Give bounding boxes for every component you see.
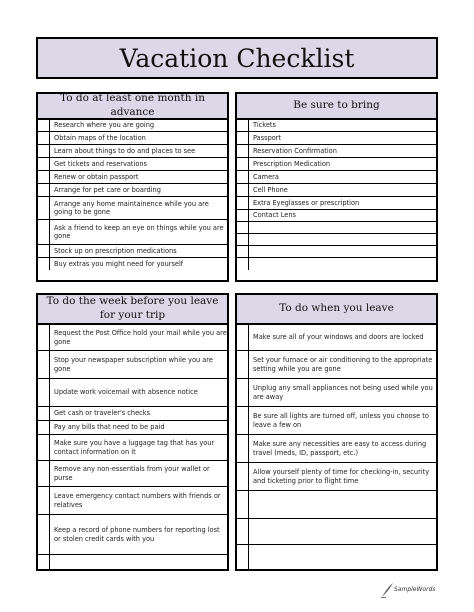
checkbox[interactable]	[237, 545, 249, 571]
checklist-item	[237, 145, 436, 158]
checkbox[interactable]	[38, 258, 50, 270]
item-label: Get cash or traveler's checks	[54, 409, 151, 418]
checkbox[interactable]	[237, 246, 249, 257]
checklist-item	[38, 197, 227, 220]
checklist-item	[237, 407, 436, 435]
checkbox[interactable]	[38, 325, 50, 350]
checkbox[interactable]	[38, 120, 50, 131]
checklist-item	[38, 461, 227, 487]
checkbox[interactable]	[237, 519, 249, 544]
item-label: Pay any bills that need to be paid	[54, 423, 165, 432]
section-heading: Be sure to bring	[237, 94, 436, 120]
quill-icon	[380, 582, 394, 598]
checklist	[38, 325, 227, 569]
item-label: Extra Eyeglasses or prescription	[253, 198, 360, 207]
checkbox[interactable]	[38, 245, 50, 257]
item-label: Camera	[253, 172, 279, 181]
samplewords-logo	[380, 582, 440, 598]
item-label: Remove any non-essentials from your wallet or purse	[54, 465, 210, 482]
checkbox[interactable]	[38, 158, 50, 170]
checkbox[interactable]	[38, 132, 50, 144]
item-label: Reservation Confirmation	[253, 146, 337, 155]
item-label: Set your furnace or air conditioning to the appropriate setting while you are gone	[253, 356, 433, 373]
checkbox[interactable]	[38, 379, 50, 406]
checklist-item	[38, 171, 227, 184]
checkbox[interactable]	[237, 171, 249, 183]
checklist-item	[237, 158, 436, 171]
item-label: Request the Post Office hold your mail while you are gone	[54, 329, 227, 346]
checklist-item	[237, 258, 436, 270]
checklist-item	[237, 132, 436, 145]
item-label: Learn about things to do and places to see	[54, 146, 196, 155]
item-label: Prescription Medication	[253, 159, 331, 168]
checklist-item	[237, 325, 436, 351]
checklist-item	[38, 487, 227, 515]
item-label: Allow yourself plenty of time for checking-in, security and ticketing prior to flight time	[253, 468, 430, 485]
item-label: Get tickets and reservations	[54, 159, 147, 168]
checklist-item	[38, 555, 227, 571]
item-label: Leave emergency contact numbers with friends or relatives	[54, 492, 221, 509]
checkbox[interactable]	[38, 435, 50, 460]
checkbox[interactable]	[237, 184, 249, 196]
item-label: Renew or obtain passport	[54, 172, 139, 181]
checklist-item	[237, 463, 436, 491]
checkbox[interactable]	[237, 145, 249, 157]
checkbox[interactable]	[38, 145, 50, 157]
checkbox[interactable]	[237, 407, 249, 434]
checklist-item	[38, 351, 227, 379]
item-label: Contact Lens	[253, 211, 296, 220]
checkbox[interactable]	[38, 171, 50, 183]
checklist-item	[237, 435, 436, 463]
item-label: Update work voicemail with absence notice	[54, 388, 198, 397]
checkbox[interactable]	[38, 461, 50, 486]
item-label: Arrange any home maintainence while you are going to be gone	[54, 199, 209, 216]
checkbox[interactable]	[38, 220, 50, 244]
section-heading: To do when you leave	[237, 295, 436, 325]
checkbox[interactable]	[38, 555, 50, 571]
item-label: Unplug any small appliances not being used while you are away	[253, 384, 433, 401]
checkbox[interactable]	[237, 379, 249, 406]
checklist-item	[38, 132, 227, 145]
checkbox[interactable]	[38, 197, 50, 219]
checklist-item	[237, 171, 436, 184]
checkbox[interactable]	[237, 210, 249, 221]
checklist-item	[237, 234, 436, 246]
checklist-item	[237, 379, 436, 407]
checkbox[interactable]	[237, 258, 249, 270]
logo-text: SampleWords	[394, 586, 436, 593]
checkbox[interactable]	[237, 197, 249, 209]
checkbox[interactable]	[38, 515, 50, 554]
section-week-before	[36, 293, 229, 571]
item-label: Stock up on prescription medications	[54, 246, 177, 255]
checkbox[interactable]	[38, 421, 50, 434]
section-bring	[235, 92, 438, 282]
checkbox[interactable]	[38, 407, 50, 420]
checkbox[interactable]	[38, 184, 50, 196]
checklist-item	[237, 246, 436, 258]
checklist-item	[38, 421, 227, 435]
checklist-item	[237, 545, 436, 571]
section-when-leave	[235, 293, 438, 571]
checklist-item	[38, 515, 227, 555]
checkbox[interactable]	[237, 435, 249, 462]
checklist-item	[237, 491, 436, 519]
checkbox[interactable]	[237, 158, 249, 170]
item-label: Arrange for pet care or boarding	[54, 185, 161, 194]
checklist-item	[38, 407, 227, 421]
checklist-item	[38, 184, 227, 197]
item-label: Make sure any necessities are easy to access during travel (meds, ID, passport, etc.)	[253, 440, 427, 457]
checkbox[interactable]	[237, 351, 249, 378]
title-box	[36, 37, 438, 79]
item-label: Make sure you have a luggage tag that has your contact information on it	[54, 439, 215, 456]
checklist-item	[237, 222, 436, 234]
item-label: Research where you are going	[54, 121, 155, 130]
checkbox[interactable]	[237, 222, 249, 233]
checklist-item	[38, 245, 227, 258]
checklist-item	[38, 158, 227, 171]
checkbox[interactable]	[237, 463, 249, 490]
checkbox[interactable]	[237, 491, 249, 518]
checklist-item	[38, 435, 227, 461]
checkbox[interactable]	[237, 234, 249, 245]
checklist	[38, 120, 227, 280]
checklist-item	[38, 258, 227, 270]
item-label: Tickets	[253, 121, 276, 130]
checkbox[interactable]	[237, 325, 249, 350]
checklist-item	[38, 120, 227, 132]
checklist	[237, 120, 436, 280]
checklist-item	[38, 220, 227, 245]
page-title: Vacation Checklist	[119, 43, 355, 73]
checklist-item	[237, 519, 436, 545]
item-label: Passport	[253, 133, 282, 142]
checklist	[237, 325, 436, 569]
item-label: Make sure all of your windows and doors are locked	[253, 333, 424, 342]
section-heading: To do the week before you leave for your trip	[38, 295, 227, 325]
checkbox[interactable]	[38, 487, 50, 514]
checklist-item	[237, 197, 436, 210]
checklist-item	[237, 120, 436, 132]
checkbox[interactable]	[38, 351, 50, 378]
item-label: Ask a friend to keep an eye on things while you are gone	[54, 223, 224, 240]
checklist-item	[38, 379, 227, 407]
item-label: Keep a record of phone numbers for reporting lost or stolen credit cards with you	[54, 526, 220, 543]
checklist-item	[38, 325, 227, 351]
checklist-item	[237, 184, 436, 197]
item-label: Obtain maps of the location	[54, 133, 146, 142]
item-label: Cell Phone	[253, 185, 288, 194]
checkbox[interactable]	[237, 132, 249, 144]
checklist-item	[38, 145, 227, 158]
item-label: Buy extras you might need for yourself	[54, 259, 184, 268]
item-label: Be sure all lights are turned off, unless you choose to leave a few on	[253, 412, 429, 429]
checklist-item	[237, 351, 436, 379]
section-heading: To do at least one month in advance	[38, 94, 227, 120]
checklist-item	[237, 210, 436, 222]
item-label: Stop your newspaper subscription while you are gone	[54, 356, 213, 373]
checkbox[interactable]	[237, 120, 249, 131]
section-month-before	[36, 92, 229, 282]
